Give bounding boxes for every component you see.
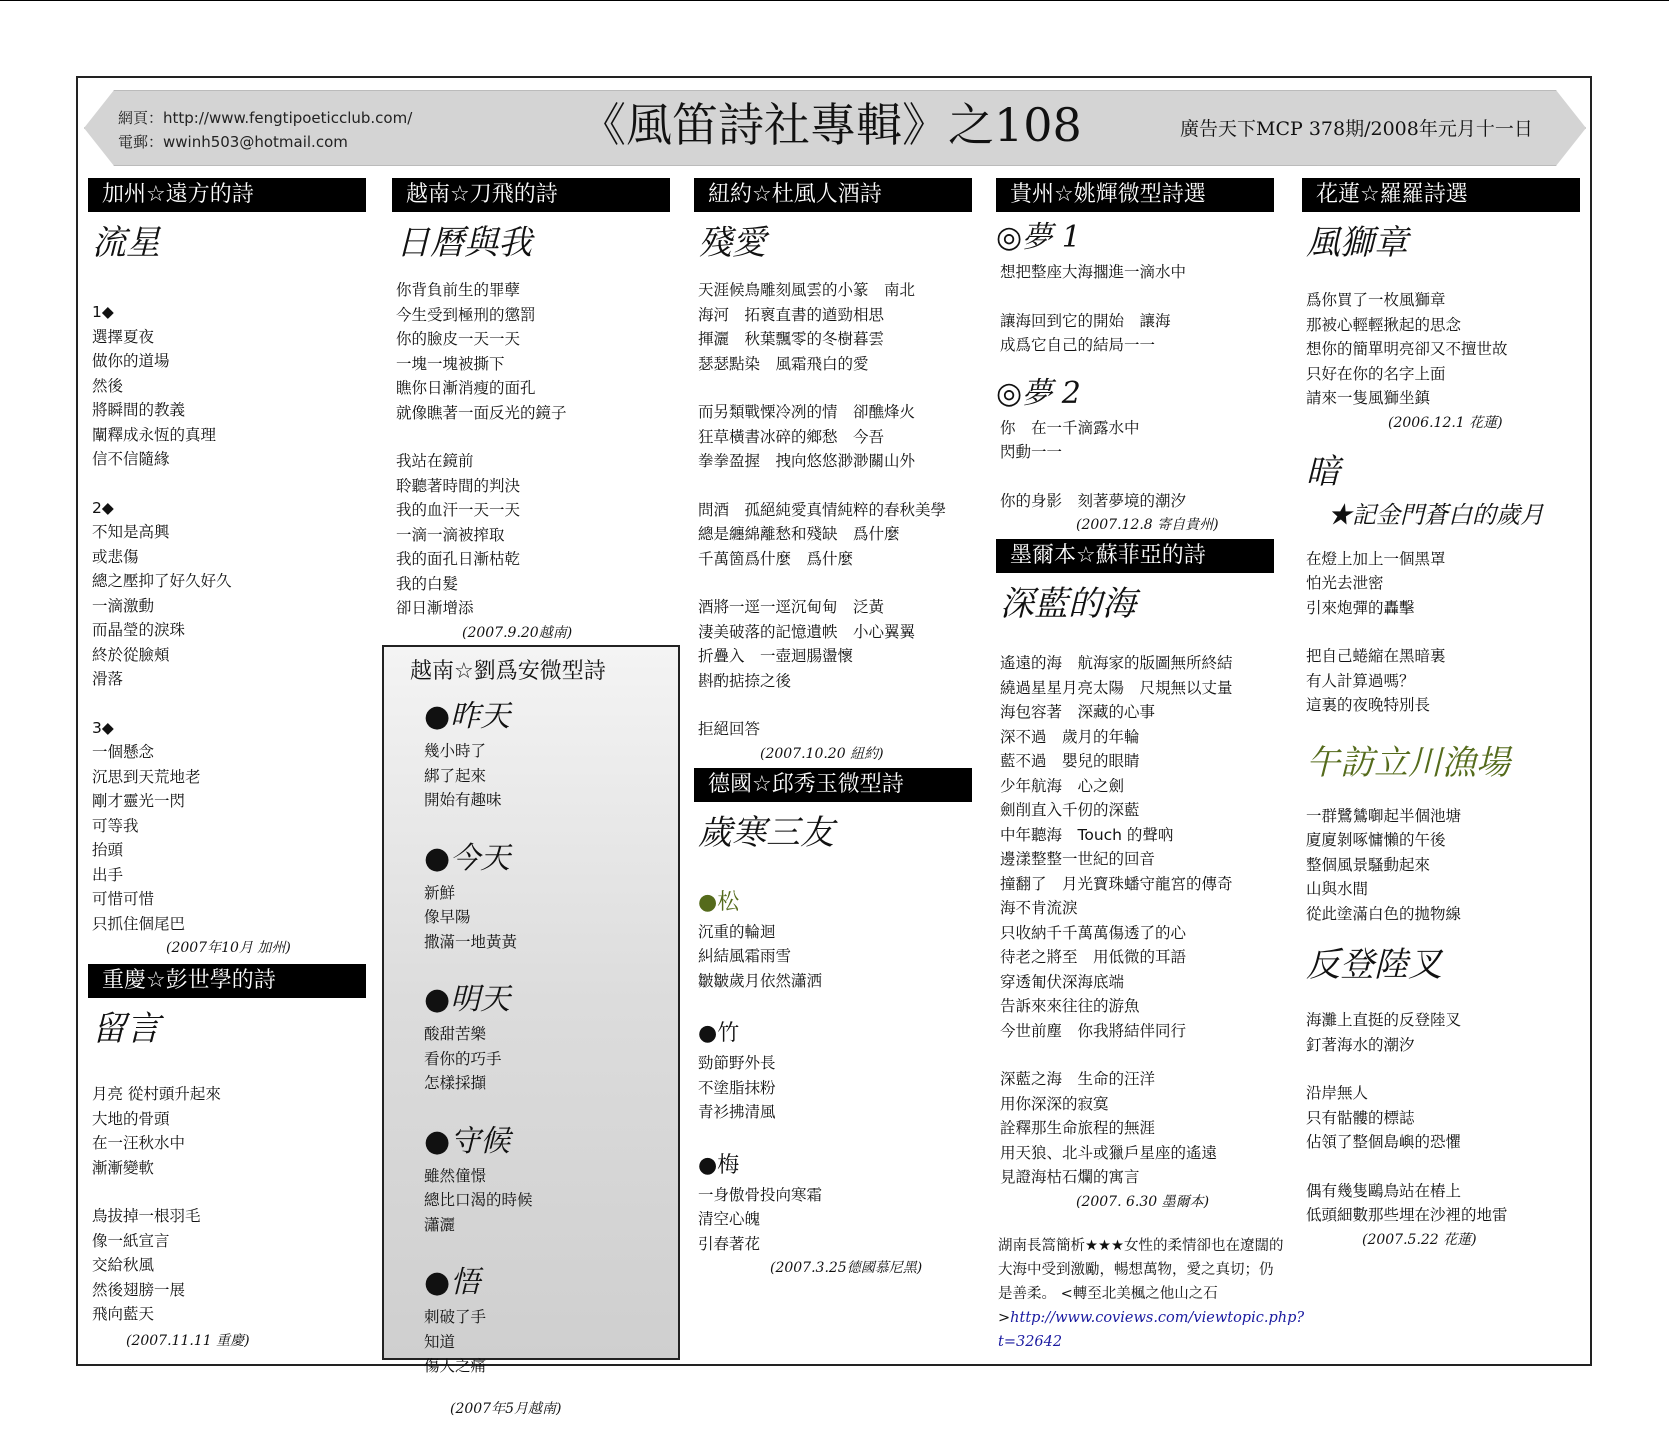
poem-line: 整個風景騷動起來 xyxy=(1306,855,1431,874)
poem-stanza xyxy=(1302,1081,1580,1155)
poem-line: 海河 拓褱直書的遒勁相思 xyxy=(698,305,885,324)
poem-line: 瑟瑟點染 風霜飛白的愛 xyxy=(698,354,869,373)
poem-date: (2007.10.20 紐約) xyxy=(760,745,884,762)
poem-stanza xyxy=(694,400,984,474)
poem-line: 待老之將至 用低微的耳語 xyxy=(1000,948,1187,966)
header-contact xyxy=(118,106,412,154)
poem-line: 抬頭 xyxy=(92,841,124,859)
poem-line: 總比口渴的時候 xyxy=(424,1191,533,1209)
poem-line: 不塗脂抹粉 xyxy=(698,1078,776,1097)
poem-line: 綁了起來 xyxy=(424,766,487,785)
section-header: 花蓮☆羅羅詩選 xyxy=(1302,178,1580,212)
poem-subtitle: ★記金門蒼白的歲月 xyxy=(1328,500,1544,529)
poem-line: 瀟灑 xyxy=(424,1215,456,1234)
poem-line: 揮灑 秋葉飄零的冬樹暮雲 xyxy=(698,330,885,348)
micro-poem-title: ●明天 xyxy=(424,982,511,1017)
poem-line: 海灘上直挺的反登陸叉 xyxy=(1306,1011,1462,1029)
poem-title: ◎夢 2 xyxy=(996,375,1081,411)
poem-line: 一塊一塊被撕下 xyxy=(396,354,505,373)
top-rule xyxy=(0,0,1669,1)
poem-line: 我的面孔日漸枯乾 xyxy=(396,550,521,568)
poem-title: 風獅章 xyxy=(1306,223,1408,263)
poem-line: 月亮 從村頭升起來 xyxy=(92,1085,221,1103)
poem-stanza xyxy=(996,1067,1286,1190)
poem-date: (2007.11.11 重慶) xyxy=(126,1332,250,1349)
poem-line: 刺破了手 xyxy=(424,1308,487,1326)
subpoem-title: ●梅 xyxy=(698,1152,740,1178)
poem-date: (2006.12.1 花蓮) xyxy=(1388,414,1503,431)
section-header: 加州☆遠方的詩 xyxy=(88,178,366,212)
poem-line: 把自己蜷縮在黑暗裏 xyxy=(1306,647,1446,665)
poem-title: 留言 xyxy=(92,1009,160,1049)
poem-line: 做你的道場 xyxy=(92,352,170,370)
poem-line: 想把整座大海擱進一滴水中 xyxy=(1000,263,1187,281)
poem-line: 藍不過 嬰兒的眼睛 xyxy=(1000,752,1140,770)
section-header: 墨爾本☆蘇菲亞的詩 xyxy=(996,539,1274,573)
issue-info: 廣告天下MCP 378期/2008年元月十一日 xyxy=(1180,118,1533,140)
poem-line: 拳拳盈握 拽向悠悠渺渺關山外 xyxy=(698,452,916,470)
poem-line: 飛向藍天 xyxy=(92,1305,155,1323)
poem-line: 出手 xyxy=(92,865,124,884)
poem-title: ◎夢 1 xyxy=(996,220,1081,255)
poem-line: 斟酌掂捺之後 xyxy=(698,671,792,690)
poem-stanza xyxy=(88,740,366,936)
poem-line: 爲你買了一枚風獅章 xyxy=(1306,291,1446,309)
poem-date: (2007.5.22 花蓮) xyxy=(1362,1231,1477,1248)
poem-line: 或悲傷 xyxy=(92,547,139,566)
poem-line: 中年聽海 Touch 的聲吶 xyxy=(1000,825,1174,844)
poem-line: 可等我 xyxy=(92,816,139,835)
poem-stanza xyxy=(392,278,670,425)
poem-stanza xyxy=(88,1082,366,1180)
poem-line: 今生受到極刑的懲罰 xyxy=(396,305,536,324)
poem-stanza xyxy=(1302,547,1580,621)
poem-line: 天涯候鳥雕刻風雲的小篆 南北 xyxy=(698,281,916,299)
subpoem-title: ●竹 xyxy=(698,1021,740,1046)
poem-line: 怕光去泄密 xyxy=(1306,574,1384,592)
poem-line: 像早陽 xyxy=(424,908,471,926)
poem-stanza xyxy=(88,325,366,472)
poem-line: 卻日漸增添 xyxy=(396,599,474,617)
poem-stanza xyxy=(1302,1179,1580,1228)
poem-line: 清空心魄 xyxy=(698,1210,761,1228)
poem-title: 流星 xyxy=(92,223,160,263)
poem-line: 你的身影 刻著夢境的潮汐 xyxy=(1000,491,1187,510)
poem-line: 有人計算過嗎？ xyxy=(1306,671,1415,690)
poem-line: 我站在鏡前 xyxy=(396,452,474,470)
poem-line: 沉思到天荒地老 xyxy=(92,767,201,786)
poem-line: 新鮮 xyxy=(424,883,456,902)
poem-line: 深不過 歲月的年輪 xyxy=(1000,727,1140,746)
poem-stanza xyxy=(694,920,984,994)
poem-title: 暗 xyxy=(1306,451,1340,492)
poem-line: 淒美破落的記憶遺帙 小心翼翼 xyxy=(698,622,916,641)
poem-line: 釘著海水的潮汐 xyxy=(1306,1035,1415,1054)
poem-line: 問酒 孤絕純愛真情純粹的春秋美學 xyxy=(698,500,947,519)
column-hualien xyxy=(1302,178,1580,1252)
poem-line: 繞過星星月亮太陽 尺規無以丈量 xyxy=(1000,678,1233,697)
poem-title: 反登陸叉 xyxy=(1306,945,1442,985)
micro-poem-title: ●悟 xyxy=(424,1265,481,1300)
part-number: 1◆ xyxy=(92,303,114,321)
poem-date: (2007年5月越南) xyxy=(450,1400,562,1417)
box-poem-list xyxy=(384,697,678,1397)
poem-stanza xyxy=(996,309,1286,358)
poem-line: 穿透匍伏深海底端 xyxy=(1000,972,1125,991)
section-header: 德國☆邱秀玉微型詩 xyxy=(694,768,972,802)
poem-line: 總是纏綿離愁和殘缺 爲什麼 xyxy=(698,525,900,543)
poem-line: 告訴來來往往的游魚 xyxy=(1000,997,1140,1015)
poem-stanza xyxy=(1302,644,1580,718)
poem-line: 不知是高興 xyxy=(92,523,170,541)
poem-line: 我的白髮 xyxy=(396,574,459,593)
section-header: 貴州☆姚輝微型詩選 xyxy=(996,178,1274,212)
section-header: 越南☆刀飛的詩 xyxy=(392,178,670,212)
poem-line: 一滴激動 xyxy=(92,596,155,615)
poem-line: 只抓住個尾巴 xyxy=(92,914,186,933)
poem-line: 一滴一滴被搾取 xyxy=(396,525,505,544)
poem-line: 信不信隨緣 xyxy=(92,450,170,468)
poem-stanza xyxy=(996,416,1286,465)
poem-line: 知道 xyxy=(424,1332,456,1351)
poem-line: 只好在你的名字上面 xyxy=(1306,364,1446,383)
poem-line: 廈廈剝啄慵懶的午後 xyxy=(1306,831,1446,849)
poem-line: 海不肯流淚 xyxy=(1000,899,1078,917)
poem-stanza xyxy=(392,449,670,621)
poem-line: 沿岸無人 xyxy=(1306,1084,1369,1102)
poem-line: 就像瞧著一面反光的鏡子 xyxy=(396,403,567,422)
poem-stanza xyxy=(694,1051,984,1125)
micro-poem-title: ●昨天 xyxy=(424,699,511,734)
poem-line: 終於從臉頰 xyxy=(92,645,170,664)
poem-date: (2007.3.25德國慕尼黑) xyxy=(770,1260,923,1276)
poem-line: 狂草橫書冰碎的鄉愁 今吾 xyxy=(698,427,885,446)
poem-line: 皺皺歲月依然瀟洒 xyxy=(698,971,823,990)
poem-line: 然後翅膀一展 xyxy=(92,1280,186,1299)
poem-stanza xyxy=(996,651,1286,1043)
poem-line: 用你深深的寂寞 xyxy=(1000,1094,1109,1113)
page-title: 《風笛詩社專輯》之108 xyxy=(580,98,1082,152)
poem-date: (2007年10月 加州) xyxy=(166,940,291,956)
poem-line: 低頭細數那些埋在沙裡的地雷 xyxy=(1306,1206,1508,1224)
subpoem-title: ●松 xyxy=(698,889,740,915)
poem-title: 深藍的海 xyxy=(1000,584,1136,624)
poem-line: 成爲它自己的結局一一 xyxy=(1000,336,1156,354)
poem-line: 遙遠的海 航海家的版圖無所終結 xyxy=(1000,654,1233,672)
commentary-link[interactable]: http://www.coviews.com/viewtopic.php?t=32642 xyxy=(998,1309,1305,1350)
poem-line: 只有骷髏的標誌 xyxy=(1306,1108,1415,1127)
poem-line: 佔領了整個島嶼的恐懼 xyxy=(1306,1133,1462,1151)
web-address: 網頁：http://www.fengtipoeticclub.com/ xyxy=(118,109,413,127)
poem-line: 闡釋成永恆的真理 xyxy=(92,425,217,444)
poem-line: 然後 xyxy=(92,376,124,395)
poem-line: 少年航海 心之劍 xyxy=(1000,776,1125,795)
poem-line: 想你的簡單明亮卻又不擅世故 xyxy=(1306,340,1508,358)
poem-line: 滑落 xyxy=(92,670,124,688)
section-header: 重慶☆彭世學的詩 xyxy=(88,964,366,998)
poem-line: 幾小時了 xyxy=(424,742,487,760)
column-california xyxy=(88,178,366,1353)
poem-line: 將瞬間的教義 xyxy=(92,401,186,419)
poem-line: 可惜可惜 xyxy=(92,890,155,908)
poem-line: 引來炮彈的轟擊 xyxy=(1306,598,1415,617)
micro-poem-title: ●守候 xyxy=(424,1123,511,1159)
poem-line: 你的臉皮一天一天 xyxy=(396,330,521,348)
poem-line: 今世前塵 你我將結伴同行 xyxy=(1000,1021,1187,1040)
poem-line: 沉重的輪迴 xyxy=(698,922,776,941)
poem-stanza xyxy=(1302,1008,1580,1057)
poem-line: 我的血汗一天一天 xyxy=(396,501,521,519)
poem-line: 讓海回到它的開始 讓海 xyxy=(1000,311,1171,330)
poem-stanza xyxy=(996,489,1286,514)
poem-stanza xyxy=(694,498,984,572)
poem-line: 在一汪秋水中 xyxy=(92,1134,186,1152)
poem-line: 撞翻了 月光寶珠蟠守龍宮的傳奇 xyxy=(1000,874,1233,893)
poem-stanza xyxy=(996,260,1286,285)
poem-line: 瞧你日漸消瘦的面孔 xyxy=(396,379,536,397)
poem-line: 雖然僮憬 xyxy=(424,1166,487,1185)
column-vietnam xyxy=(392,178,670,645)
part-number: 2◆ xyxy=(92,498,114,517)
poem-line: 一群鷺鷥啣起半個池塘 xyxy=(1306,806,1462,825)
poem-line: 酸甜苦樂 xyxy=(424,1025,487,1043)
poem-line: 撒滿一地黃黃 xyxy=(424,932,518,951)
poem-stanza xyxy=(694,1183,984,1257)
poem-date: (2007.9.20越南) xyxy=(462,624,573,641)
poem-title: 日曆與我 xyxy=(396,223,532,263)
poem-line: 詮釋那生命旅程的無涯 xyxy=(1000,1119,1156,1137)
poem-line: 山與水間 xyxy=(1306,880,1369,898)
box-title: 越南☆劉爲安微型詩 xyxy=(410,659,606,684)
poem-stanza xyxy=(1302,288,1580,411)
poem-line: 引春著花 xyxy=(698,1234,761,1253)
poem-line: 像一紙宣言 xyxy=(92,1231,170,1250)
poem-stanza xyxy=(88,1204,366,1327)
poem-line: 聆聽著時間的判決 xyxy=(396,476,521,495)
poem-line: 勁節野外長 xyxy=(698,1054,776,1072)
poem-line: 剛才靈光一閃 xyxy=(92,792,186,810)
poem-line: 一身傲骨投向寒霜 xyxy=(698,1185,823,1204)
section-header: 紐約☆杜風人酒詩 xyxy=(694,178,972,212)
poem-line: 交給秋風 xyxy=(92,1256,155,1274)
part-number: 3◆ xyxy=(92,718,114,737)
poem-line: 酒將一逕一逕沉甸甸 泛黃 xyxy=(698,598,885,616)
column-newyork xyxy=(694,178,984,1280)
poem-line: 青衫拂清風 xyxy=(698,1103,776,1121)
poem-title: 殘愛 xyxy=(698,223,766,263)
poem-stanza xyxy=(1302,804,1580,927)
poem-line: 而另類戰慄冷冽的情 卻醮烽火 xyxy=(698,403,916,421)
commentary-text: 湖南長篙簡析★★★女性的柔情卻也在遼闊的大海中受到激勵，暢想萬物，愛之真切；仍是善柔。 <轉至北美楓之他山之石> xyxy=(998,1237,1284,1326)
poem-line: 邊漾整整一世紀的回音 xyxy=(1000,850,1156,868)
poem-stanza xyxy=(694,278,984,376)
poem-line: 折疊入 一壺迴腸盪懷 xyxy=(698,647,854,665)
poem-date: (2007.12.8 寄自貴州) xyxy=(1076,517,1219,533)
poem-line: 選擇夏夜 xyxy=(92,327,155,346)
poem-line: 大地的骨頭 xyxy=(92,1109,170,1128)
poem-line: 拒絕回答 xyxy=(698,720,761,738)
poem-line: 鳥拔掉一根羽毛 xyxy=(92,1207,201,1225)
email-address: 電郵：wwinh503@hotmail.com xyxy=(118,133,348,151)
poem-line: 怎樣採擷 xyxy=(424,1074,487,1092)
poem-line: 看你的巧手 xyxy=(424,1049,502,1068)
poem-title: 午訪立川漁場 xyxy=(1306,742,1510,783)
poem-line: 這裏的夜晚特別長 xyxy=(1306,696,1431,714)
poem-line: 海包容著 深藏的心事 xyxy=(1000,703,1156,721)
poem-line: 從此塗滿白色的拋物線 xyxy=(1306,904,1462,923)
poem-stanza xyxy=(694,717,984,742)
poem-line: 請來一隻風獅坐鎮 xyxy=(1306,389,1431,407)
poem-line: 一個懸念 xyxy=(92,743,155,761)
poem-line: 傷人之痛 xyxy=(424,1357,487,1375)
poem-line: 劍削直入千仞的深藍 xyxy=(1000,801,1140,819)
poem-line: 閃動一一 xyxy=(1000,443,1063,461)
poem-line: 深藍之海 生命的汪洋 xyxy=(1000,1070,1156,1088)
poem-date: (2007. 6.30 墨爾本) xyxy=(1076,1193,1210,1210)
poem-line: 見證海枯石爛的寓言 xyxy=(1000,1168,1140,1186)
poem-line: 千萬箇爲什麼 爲什麼 xyxy=(698,549,854,568)
poem-line: 偶有幾隻鷗鳥站在樁上 xyxy=(1306,1181,1462,1200)
poem-line: 在燈上加上一個黑罩 xyxy=(1306,549,1446,568)
micro-poems-box xyxy=(382,645,680,1417)
poem-line: 開始有趣味 xyxy=(424,791,502,809)
poem-line: 那被心輕輕揪起的思念 xyxy=(1306,315,1462,334)
poem-line: 糾結風霜雨雪 xyxy=(698,947,792,965)
column-guizhou xyxy=(996,178,1305,1354)
poem-stanza xyxy=(88,520,366,692)
poem-line: 而晶瑩的淚珠 xyxy=(92,621,186,639)
poem-line: 你背負前生的罪孽 xyxy=(396,281,521,299)
poem-title: 歲寒三友 xyxy=(698,812,834,853)
poem-line: 總之壓抑了好久好久 xyxy=(92,572,232,590)
poem-line: 你 在一千滴露水中 xyxy=(1000,418,1140,437)
commentary xyxy=(996,1234,1305,1354)
poem-line: 用天狼、北斗或獵戶星座的遙遠 xyxy=(1000,1143,1218,1162)
poem-line: 只收納千千萬萬傷透了的心 xyxy=(1000,923,1187,942)
micro-poem-title: ●今天 xyxy=(424,840,511,876)
poem-stanza xyxy=(694,595,984,693)
poem-line: 漸漸變軟 xyxy=(92,1158,155,1177)
